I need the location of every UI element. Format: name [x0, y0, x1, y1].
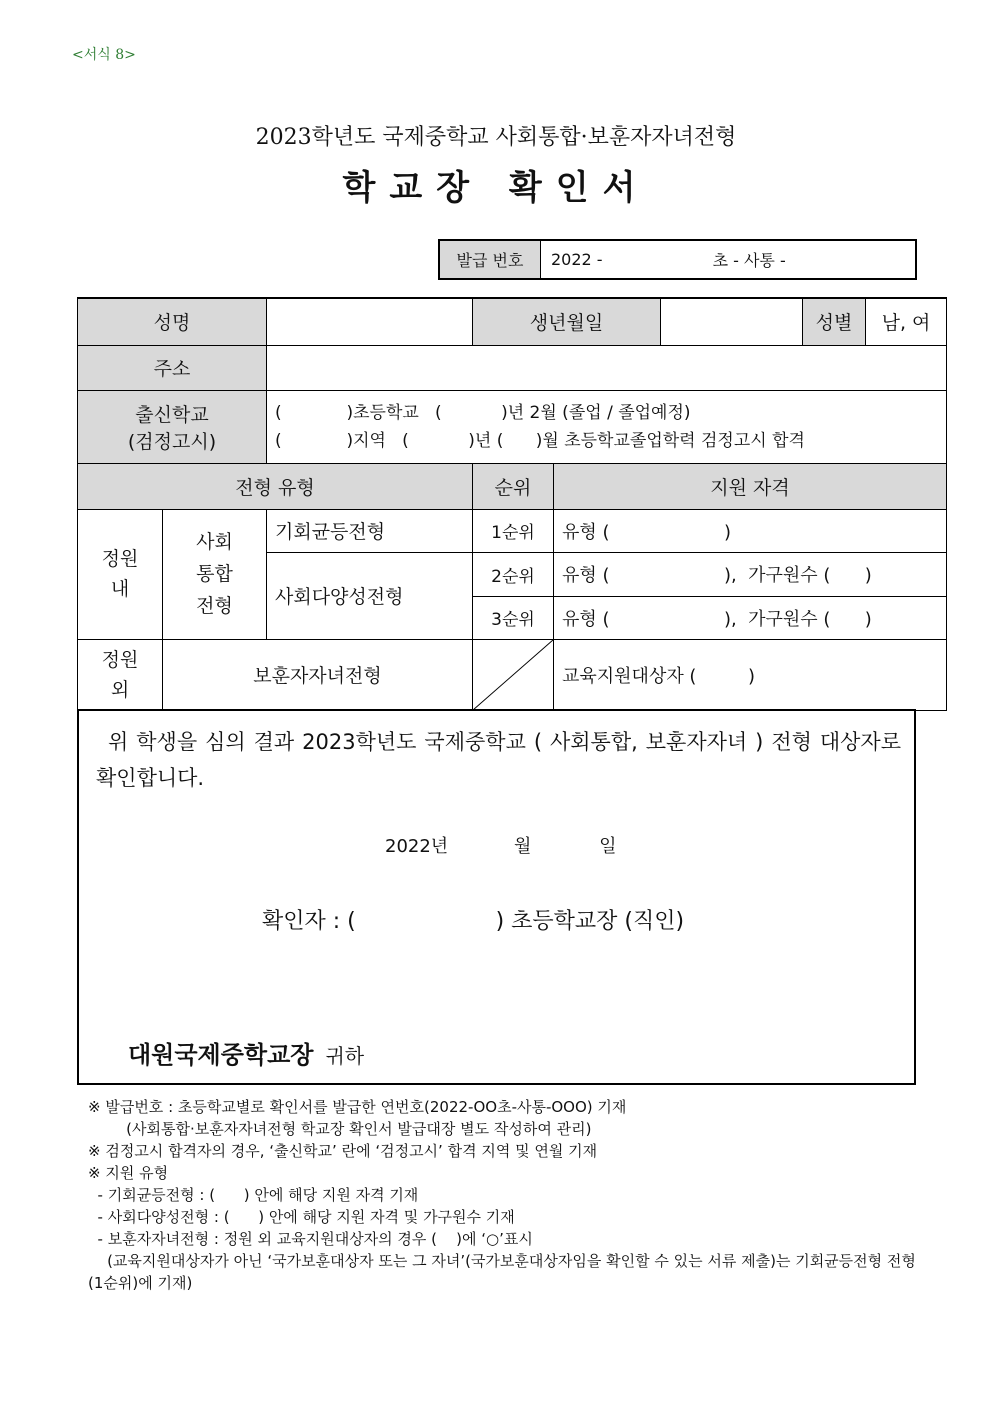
qualification-rank-1[interactable]: 유형 ( ) [554, 509, 947, 552]
education-support-field[interactable]: 교육지원대상자 ( ) [554, 639, 947, 710]
certification-statement: 위 학생을 심의 결과 2023학년도 국제중학교 ( 사회통합, 보훈자자녀 ) 전형 대상자로 확인합니다. [96, 730, 901, 790]
equal-opportunity-label: 기회균등전형 [267, 509, 473, 552]
document-subtitle: 2023학년도 국제중학교 사회통합·보훈자자녀전형 [255, 125, 737, 150]
note-line: ※ 발급번호 : 초등학교별로 확인서를 발급한 연번호(2022-OO초-사통-OOO) 기재 [88, 1098, 627, 1116]
diagonal-slash [473, 640, 553, 710]
origin-school-label-line2: (검정고시) [127, 430, 217, 453]
birthdate-label: 생년월일 [473, 298, 661, 345]
note-line: (사회통합·보훈자자녀전형 학교장 확인서 발급대장 별도 작성하여 관리) [88, 1120, 592, 1138]
note-line: ※ 검정고시 합격자의 경우, ‘출신학교’ 란에 ‘검정고시’ 합격 지역 및 연월 기재 [88, 1142, 598, 1160]
veteran-family-label: 보훈자자녀전형 [163, 639, 473, 710]
qualification-header: 지원 자격 [554, 463, 947, 509]
qualification-rank-3[interactable]: 유형 ( ), 가구원수 ( ) [554, 596, 947, 639]
address-field[interactable] [267, 345, 947, 390]
certification-date [385, 832, 616, 858]
recipient-line [128, 1035, 364, 1070]
quota-in-label: 정원 내 [78, 509, 163, 639]
address-label: 주소 [78, 345, 267, 390]
rank-1: 1순위 [473, 509, 554, 552]
document-title: 학교장 확인서 [342, 168, 650, 208]
note-line: - 사회다양성전형 : ( ) 안에 해당 지원 자격 및 가구원수 기재 [88, 1208, 515, 1226]
issue-number-label: 발급 번호 [440, 241, 541, 278]
quota-out-label: 정원 외 [78, 639, 163, 710]
social-diversity-label: 사회다양성전형 [267, 552, 473, 639]
exam-pass-line: ( )지역 ( )년 ( )월 초등학교졸업학력 검정고시 합격 [275, 430, 805, 451]
origin-school-label-line1: 출신학교 [135, 403, 209, 426]
applicant-table [77, 297, 947, 711]
date-day: 일 [599, 836, 617, 857]
form-number-label: <서식 8> [72, 47, 136, 63]
admission-type-header: 전형 유형 [78, 463, 473, 509]
origin-school-field[interactable] [267, 390, 947, 463]
issue-number-box [438, 239, 917, 280]
rank-2: 2순위 [473, 552, 554, 596]
date-month: 월 [513, 836, 532, 857]
gender-label: 성별 [803, 298, 866, 345]
rank-header: 순위 [473, 463, 554, 509]
gender-field[interactable]: 남, 여 [866, 298, 947, 345]
issue-number-suffix: 초 - 사통 - [712, 251, 786, 270]
footnotes [88, 1096, 928, 1294]
name-field[interactable] [267, 298, 473, 345]
birthdate-field[interactable] [661, 298, 803, 345]
note-line: ※ 지원 유형 [88, 1164, 169, 1182]
origin-school-label [78, 390, 267, 463]
recipient-suffix: 귀하 [325, 1044, 365, 1068]
date-year: 2022년 [385, 836, 449, 857]
name-label: 성명 [78, 298, 267, 345]
origin-school-line: ( )초등학교 ( )년 2월 (졸업 / 졸업예정) [275, 402, 691, 423]
confirmer-line[interactable]: 확인자 : ( ) 초등학교장 (직인) [262, 909, 685, 934]
rank-3: 3순위 [473, 596, 554, 639]
issue-number-year: 2022 - [551, 250, 603, 269]
qualification-rank-2[interactable]: 유형 ( ), 가구원수 ( ) [554, 552, 947, 596]
diagonal-cell [473, 639, 554, 710]
recipient-name: 대원국제중학교장 [128, 1041, 314, 1069]
note-line: - 기회균등전형 : ( ) 안에 해당 지원 자격 기재 [88, 1186, 419, 1204]
note-line: - 보훈자자녀전형 : 정원 외 교육지원대상자의 경우 ( )에 ‘○’표시 [88, 1230, 533, 1248]
social-integration-label: 사회 통합 전형 [163, 509, 267, 639]
note-line: (교육지원대상자가 아닌 ‘국가보훈대상자 또는 그 자녀’(국가보훈대상자임을 확인할 수 있는 서류 제출)는 기회균등전형 전형(1순위)에 기재) [88, 1252, 916, 1292]
issue-number-field[interactable] [541, 241, 915, 278]
